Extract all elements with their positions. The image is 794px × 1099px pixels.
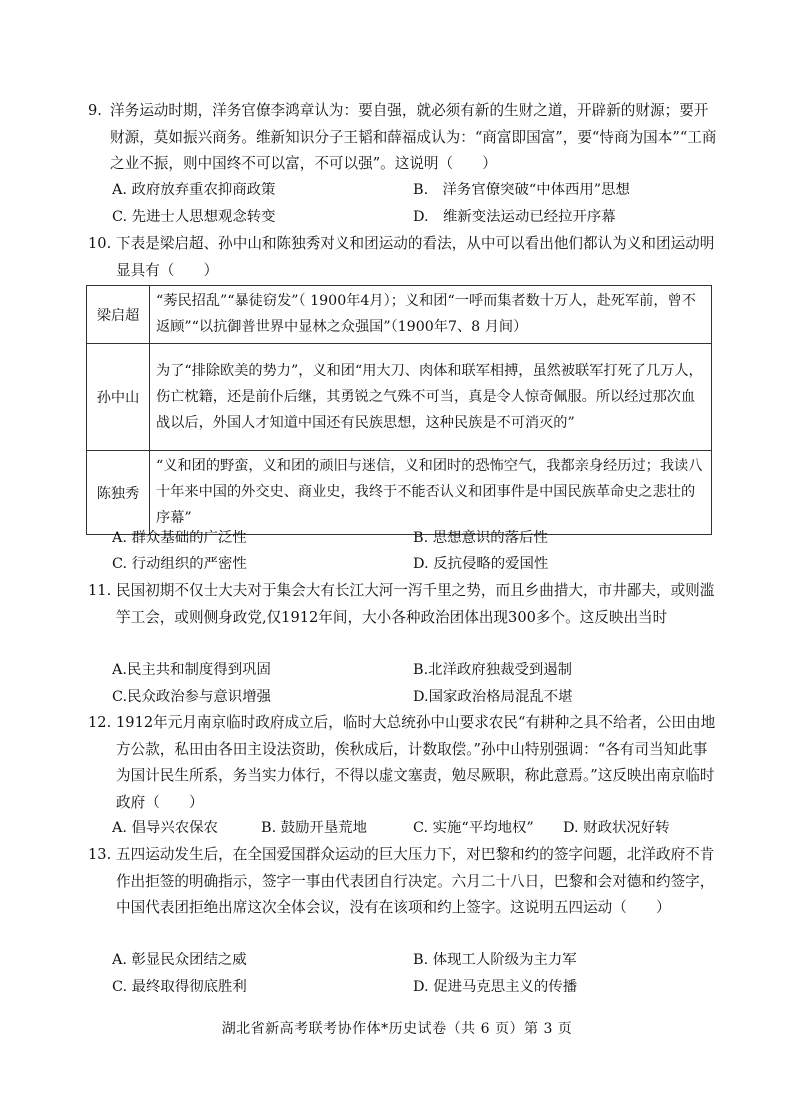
- option-a: A. 政府放弃重农抑商政策: [112, 182, 276, 198]
- question-11: [88, 578, 718, 631]
- question-stem: 五四运动发生后，在全国爱国群众运动的巨大压力下，对巴黎和约的签字问题，北洋政府不肯作出拒签的明确指示，签字一事由代表团自行决定。六月二十八日，巴黎和会对德和约签字，中国代表团拒绝出席这次全体会议，没有在该项和约上签字。这说明五四运动（ ）: [116, 846, 715, 916]
- option-c: C. 最终取得彻底胜利: [112, 979, 247, 995]
- question-number: 12.: [88, 714, 112, 731]
- option-c: C.民众政治参与意识增强: [112, 689, 271, 705]
- table-row: [87, 286, 712, 344]
- page-footer: 湖北省新高考联考协作体*历史试卷（共 6 页）第 3 页: [221, 1021, 573, 1037]
- question-number: 10.: [88, 235, 112, 252]
- option-a: A. 倡导兴农保农: [112, 820, 218, 836]
- option-c: C. 行动组织的严密性: [112, 556, 247, 572]
- question-12: [88, 710, 718, 816]
- person-cell: 孙中山: [87, 344, 150, 451]
- option-b: B.北洋政府独裁受到遏制: [413, 662, 573, 678]
- option-d: D. 财政状况好转: [563, 820, 670, 836]
- option-d: D. 维新变法运动已经拉开序幕: [413, 209, 616, 225]
- question-10: [88, 231, 718, 284]
- option-a: A. 彰显民众团结之威: [112, 952, 247, 968]
- question-9: [88, 98, 718, 178]
- views-table: [86, 285, 712, 535]
- option-b: B. 体现工人阶级为主力军: [413, 952, 577, 968]
- view-cell: “莠民招乱”“暴徒窃发”（ 1900年4月）；义和团“一呼而集者数十万人，赴死军前，曾不返顾”“以抗御普世界中显林之众强国”（1900年7、8 月间）: [150, 286, 712, 344]
- table-row: [87, 451, 712, 535]
- question-stem: 1912年元月南京临时政府成立后，临时大总统孙中山要求农民“有耕种之具不给者，公田由地方公款，私田由各田主设法资助，俟秋成后，计数取偿。”孙中山特别强调：“各有司当知此事为国计民生所系，务当实力体行，不得以虚文塞责，勉尽厥职，称此意焉。”这反映出南京临时政府（ ）: [116, 714, 716, 811]
- question-stem: 民国初期不仅士大夫对于集会大有长江大河一泻千里之势，而且乡曲措大，市井鄙夫，或则滥竽工会，或则侧身政党,仅1912年间，大小各种政治团体出现300多个。这反映出当时: [116, 582, 715, 626]
- question-stem: 下表是梁启超、孙中山和陈独秀对义和团运动的看法，从中可以看出他们都认为义和团运动明显具有（ ）: [116, 235, 715, 279]
- person-cell: 陈独秀: [87, 451, 150, 535]
- option-d: D. 促进马克思主义的传播: [413, 979, 578, 995]
- question-number: 11.: [88, 582, 112, 599]
- question-number: 13.: [88, 846, 112, 863]
- option-a: A. 群众基础的广泛性: [112, 530, 247, 546]
- view-cell: 为了“排除欧美的势力”，义和团“用大刀、肉体和联军相搏，虽然被联军打死了几万人，伤亡枕籍，还是前仆后继，其勇锐之气殊不可当，真是令人惊奇佩服。所以经过那次血战以后，外国人才知道中国还有民族思想，这种民族是不可消灭的”: [150, 344, 712, 451]
- option-d: D.国家政治格局混乱不堪: [413, 689, 573, 705]
- option-c: C. 先进士人思想观念转变: [112, 209, 276, 225]
- question-stem: 洋务运动时期，洋务官僚李鸿章认为：要自强，就必须有新的生财之道，开辟新的财源；要开财源，莫如振兴商务。维新知识分子王韬和薛福成认为：“商富即国富”，要“恃商为国本”“工商之业不振，则中国终不可以富，不可以强”。这说明（ ）: [110, 102, 717, 172]
- option-c: C. 实施“平均地权”: [413, 820, 534, 836]
- option-b: B. 鼓励开垦荒地: [261, 820, 368, 836]
- person-cell: 梁启超: [87, 286, 150, 344]
- option-b: B. 思想意识的落后性: [413, 530, 548, 546]
- question-number: 9.: [88, 102, 102, 119]
- option-a: A.民主共和制度得到巩固: [112, 662, 271, 678]
- view-cell: “义和团的野蛮，义和团的顽旧与迷信，义和团时的恐怖空气，我都亲身经历过；我读八十年来中国的外交史、商业史，我终于不能否认义和团事件是中国民族革命史之悲壮的序幕”: [150, 451, 712, 535]
- option-d: D. 反抗侵略的爱国性: [413, 556, 549, 572]
- table-row: [87, 344, 712, 451]
- question-13: [88, 842, 718, 922]
- option-b: B. 洋务官僚突破“中体西用”思想: [413, 182, 630, 198]
